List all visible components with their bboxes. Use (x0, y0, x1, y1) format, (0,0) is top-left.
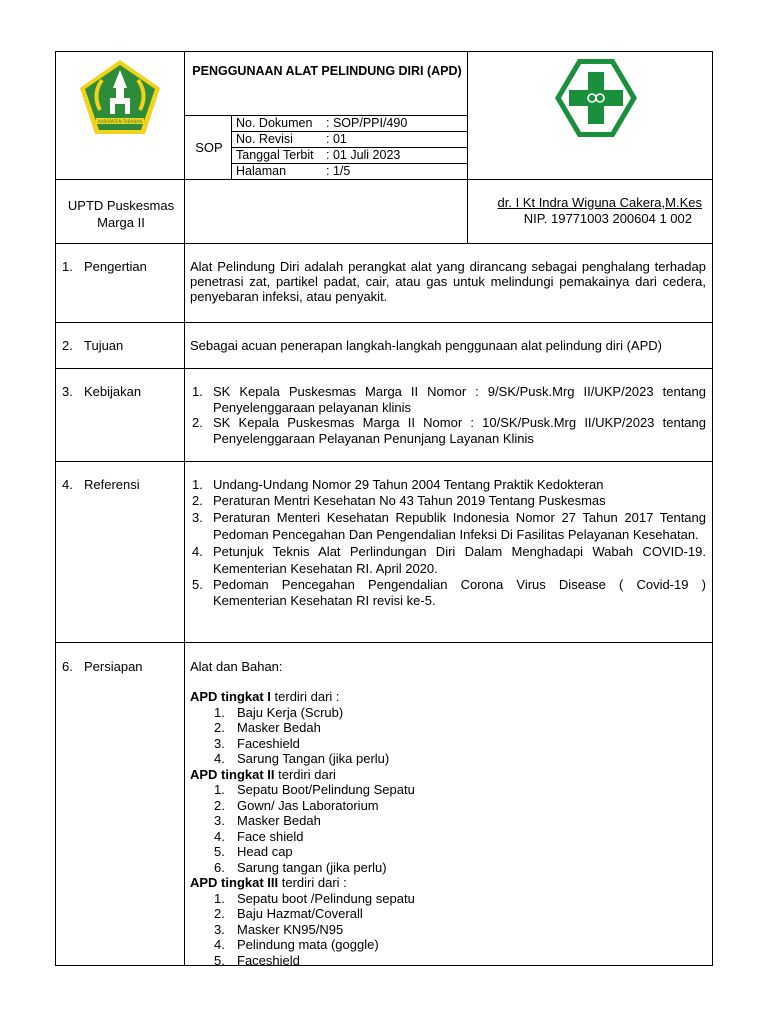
org-line: UPTD Puskesmas (67, 198, 175, 213)
persiapan-content (190, 659, 706, 968)
section-number: 2. (62, 338, 73, 353)
divider (56, 368, 713, 369)
section-number: 6. (62, 659, 73, 674)
list-item-text: Face shield (237, 828, 304, 844)
referensi-list (190, 477, 706, 609)
list-item-text: Undang-Undang Nomor 29 Tahun 2004 Tentang Praktik Kedokteran (213, 477, 604, 492)
apd-group-suffix: terdiri dari : (278, 875, 347, 890)
apd-group-suffix: terdiri dari (274, 766, 336, 782)
list-item: 2. Baju Hazmat/Coverall (214, 906, 363, 921)
list-item-text: SK Kepala Puskesmas Marga II Nomor : 9/SK/Pusk.Mrg II/UKP/2023 tentang Penyelenggaraan pelayanan klinis (213, 384, 706, 415)
meta-row (232, 115, 468, 131)
list-item-text: Peraturan Mentri Kesehatan No 43 Tahun 2019 Tentang Puskesmas (213, 493, 606, 508)
apd-group-heading (190, 875, 706, 891)
divider (56, 642, 713, 643)
list-item: 4. Sarung Tangan (jika perlu) (214, 751, 390, 766)
section-label-pengertian (62, 259, 147, 274)
list-item: 3. Masker Bedah (214, 813, 321, 828)
list-item: 1. Baju Kerja (Scrub) (214, 704, 344, 720)
sop-label: SOP (195, 140, 223, 155)
list-item-text: Faceshield (237, 952, 300, 968)
section-title: Pengertian (84, 259, 147, 274)
list-item: 3. Faceshield (214, 735, 300, 751)
tujuan-text: Sebagai acuan penerapan langkah-langkah penggunaan alat pelindung diri (APD) (190, 338, 662, 353)
apd-group-title: APD tingkat III (190, 875, 279, 890)
section-label-tujuan (62, 338, 123, 353)
org-line: Marga II (97, 215, 145, 230)
list-item-text: Pelindung mata (goggle) (237, 937, 379, 952)
list-item-text: Sepatu Boot/Pelindung Sepatu (237, 782, 415, 797)
meta-value: : 1/5 (326, 164, 351, 178)
list-item: 5. Head cap (214, 844, 293, 859)
meta-key: Halaman (236, 164, 287, 178)
list-item-text: Head cap (237, 844, 293, 859)
document-title: PENGGUNAAN ALAT PELINDUNG DIRI (APD) (192, 64, 462, 78)
list-item-text: Masker Bedah (237, 813, 321, 828)
sop-document (55, 51, 713, 966)
apd-group-heading (190, 689, 706, 705)
meta-value: : 01 (326, 132, 347, 146)
list-item: 4. Petunjuk Teknis Alat Perlindungan Diri Dalam Menghadapi Wabah COVID-19. Kementerian Kesehatan RI. April 2020. (192, 544, 706, 576)
divider (56, 322, 713, 323)
list-item: 5. Faceshield (214, 952, 300, 968)
section-title: Referensi (84, 477, 140, 492)
list-item-text: Peraturan Menteri Kesehatan Republik Indonesia Nomor 27 Tahun 2017 Tentang Pedoman Pencegahan Dan Pengendalian Infeksi Di Fasilitas Pelayanan Kesehatan. (213, 510, 706, 542)
meta-row (232, 147, 468, 163)
list-item-text: Sarung Tangan (jika perlu) (237, 751, 390, 766)
list-item-text: Sarung tangan (jika perlu) (237, 859, 387, 875)
section-label-kebijakan (62, 384, 141, 399)
list-item-text: Baju Kerja (Scrub) (237, 704, 344, 720)
apd-group-title: APD tingkat I (190, 689, 271, 704)
list-item-text: Gown/ Jas Laboratorium (237, 797, 379, 813)
list-item: 2. Peraturan Mentri Kesehatan No 43 Tahun 2019 Tentang Puskesmas (192, 493, 606, 508)
meta-key: No. Dokumen (236, 116, 313, 130)
puskesmas-logo (552, 56, 640, 140)
apd-group-title: APD tingkat II (190, 766, 275, 782)
pengertian-text: Alat Pelindung Diri adalah perangkat alat yang dirancang sebagai penghalang terhadap penetrasi zat, partikel padat, cair, atau gas untuk melindungi pemakainya dari cedera, penyebaran infeksi, atau penyakit. (190, 259, 706, 304)
kebijakan-list (190, 384, 706, 446)
meta-row (232, 163, 468, 179)
divider (56, 179, 713, 180)
list-item-text: Faceshield (237, 735, 300, 751)
list-item: 2. Masker Bedah (214, 720, 321, 735)
list-item: 2. Gown/ Jas Laboratorium (214, 797, 379, 813)
section-number: 3. (62, 384, 73, 399)
section-title: Tujuan (84, 338, 124, 353)
section-number: 4. (62, 477, 73, 492)
section-label-persiapan (62, 659, 143, 674)
list-item: 4. Face shield (214, 828, 304, 844)
apd-group-suffix: terdiri dari : (270, 689, 340, 704)
section-number: 1. (62, 259, 73, 274)
list-item-text: Masker KN95/N95 (237, 921, 344, 937)
signatory-nip: NIP. 19771003 200604 1 002 (523, 211, 692, 226)
list-item-text: Masker Bedah (237, 720, 321, 735)
meta-row (232, 131, 468, 147)
list-item-text: Sepatu boot /Pelindung sepatu (237, 890, 415, 906)
meta-key: Tanggal Terbit (236, 148, 314, 162)
signatory-name: dr. I Kt Indra Wiguna Cakera,M.Kes (497, 195, 702, 210)
divider (56, 243, 713, 244)
list-item-text: Baju Hazmat/Coverall (237, 906, 363, 921)
list-item: 5. Pedoman Pencegahan Pengendalian Corona Virus Disease ( Covid-19 ) Kementerian Kesehatan RI revisi ke-5. (192, 577, 706, 608)
list-item: 3. Masker KN95/N95 (214, 921, 344, 937)
section-title: Kebijakan (84, 384, 142, 399)
meta-value: : SOP/PPI/490 (326, 116, 408, 130)
apd-group-heading (190, 767, 706, 783)
regency-logo (78, 58, 162, 136)
section-label-referensi (62, 477, 140, 492)
list-item: 1. Sepatu Boot/Pelindung Sepatu (214, 782, 415, 797)
list-item: 4. Pelindung mata (goggle) (214, 937, 379, 952)
list-item: 1. Sepatu boot /Pelindung sepatu (214, 890, 415, 906)
list-item: 3. Peraturan Menteri Kesehatan Republik Indonesia Nomor 27 Tahun 2017 Tentang Pedoman Pencegahan Dan Pengendalian Infeksi Di Fasilitas Pelayanan Kesehatan. (192, 510, 706, 542)
list-item: 1. SK Kepala Puskesmas Marga II Nomor : 9/SK/Pusk.Mrg II/UKP/2023 tentang Penyelenggaraan pelayanan klinis (192, 384, 706, 415)
meta-value: : 01 Juli 2023 (326, 148, 401, 162)
persiapan-intro: Alat dan Bahan: (190, 659, 283, 674)
divider (56, 461, 713, 462)
list-item-text: SK Kepala Puskesmas Marga II Nomor : 10/SK/Pusk.Mrg II/UKP/2023 tentang Penyelenggaraan Pelayanan Penunjang Layanan Klinis (213, 415, 706, 446)
meta-key: No. Revisi (236, 132, 293, 146)
list-item: 6. Sarung tangan (jika perlu) (214, 859, 387, 875)
list-item: 2. SK Kepala Puskesmas Marga II Nomor : 10/SK/Pusk.Mrg II/UKP/2023 tentang Penyelenggaraan Pelayanan Penunjang Layanan Klinis (192, 415, 706, 446)
list-item: 1. Undang-Undang Nomor 29 Tahun 2004 Tentang Praktik Kedokteran (192, 477, 604, 492)
list-item-text: Pedoman Pencegahan Pengendalian Corona Virus Disease ( Covid-19 ) Kementerian Kesehatan RI revisi ke-5. (213, 577, 706, 608)
logo-text: KABUPATEN TABANAN (98, 119, 142, 124)
organization-name (56, 197, 186, 231)
divider (184, 52, 185, 966)
section-title: Persiapan (84, 659, 143, 674)
list-item-text: Petunjuk Teknis Alat Perlindungan Diri Dalam Menghadapi Wabah COVID-19. Kementerian Kesehatan RI. April 2020. (213, 544, 706, 576)
